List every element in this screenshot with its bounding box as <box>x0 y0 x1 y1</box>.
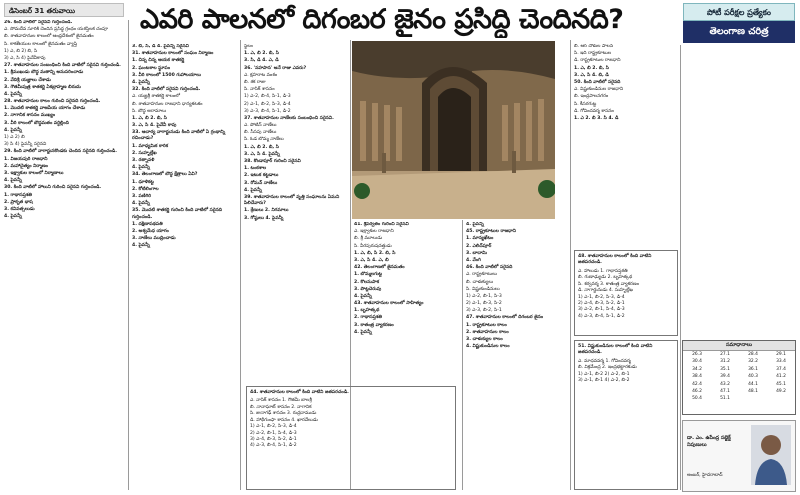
question-line: 2. ప్రాకృత భాష <box>4 199 33 205</box>
question-line: 38. కొండాపూర్ గురించి సరైనవి <box>244 159 301 164</box>
question-line: 2) ఎ-1, బి-2, సి-3, డి-4 <box>244 101 291 107</box>
question-line: డి. గోవిందవర్మ శాసనం <box>574 108 614 114</box>
answer-cell: 28.4 <box>748 352 758 357</box>
competitive-exams-badge: పోటీ పరీక్షల ప్రత్యేకం <box>683 3 795 21</box>
author-photo <box>751 425 791 485</box>
question-line: 4. పైవన్నీ <box>4 127 22 133</box>
question-line: 1. రాష్ట్రకూటుల కాలం <box>466 322 507 328</box>
question-line: 3. ఎ, సి 4. పైవన్నీ <box>244 151 280 157</box>
question-line: 1. ధూళికట్ట <box>132 179 154 185</box>
question-line: 1. ఎ, బి 2. బి, సి <box>574 65 609 71</box>
question-line: 50. కింది వాటిలో సరైనది <box>574 79 621 85</box>
answer-cell: 33.4 <box>776 359 786 365</box>
question-line: 34. తెలంగాణలో బౌద్ధ క్షేత్రాలు ఏవి? <box>132 172 198 178</box>
question-line: 3. ఎ, సి 4. పైవేవీ కావు <box>132 123 177 129</box>
option-line: 4) ఎ-3, బి-4, సి-1, డి-2 <box>250 443 297 449</box>
question-line: 4. వేంగి <box>466 257 481 263</box>
answer-row <box>683 366 795 373</box>
option-line: ఎ. మాధవవర్మ 1. గోవిందవర్మ <box>578 358 631 364</box>
question-line: 2. వేదిశ్రీ యజ్ఞాలు చేశాడు <box>4 77 51 83</box>
question-line: 1. ఎ, బి 2. బి, సి <box>244 144 279 150</box>
option-line: 3) ఎ-2, బి-1, సి-4, డి-3 <box>578 307 625 313</box>
author-place: అంబర్, హైదరాబాద్ <box>687 473 723 478</box>
question-line: 47. శాతవాహనుల కాలంలో దిగంబర జైనం <box>466 315 544 321</box>
question-line: 1. ఎ, బి 2. బి, సి <box>132 115 167 121</box>
option-line: సి. జునాగఢ్ శాసనం 3. రుద్రదాముడు <box>250 411 317 417</box>
question-title: 51. విష్ణుకుండినుల కాలంలో కింది వాటిని జతపరచండి. <box>578 344 653 356</box>
question-line: బి. శక రాజు <box>244 79 266 85</box>
question-title: 44. శాతవాహనుల కాలంలో కింది వాటిని జతపరచండి. <box>250 390 349 395</box>
question-line: 1) ఎ 2) బి <box>4 135 25 140</box>
question-line: 29. కింది వాటిలో నాగార్జునకొండకు చెందిన సరైనది గుర్తించండి. <box>4 149 117 155</box>
answer-cell: 44.1 <box>748 381 758 387</box>
question-line: స్థలం <box>244 44 253 49</box>
column-divider <box>570 40 571 490</box>
question-line: 2. ఎలిచ్‌పూర్ <box>466 243 492 249</box>
option-line: 3) ఎ-4, బి-3, సి-2, డి-1 <box>250 436 297 442</box>
question-line: 28. శాతవాహనుల కాలం గురించి సరైనది గుర్తించండి. <box>4 99 101 105</box>
question-line: 4. పైవన్నీ <box>244 187 262 193</box>
question-line: 30. కింది వాటిలో హాలుని గురించి సరైనవి గుర్తించండి. <box>4 185 102 191</box>
column-divider <box>680 45 681 490</box>
column-5 <box>466 222 568 372</box>
question-line: 1. శ్రీముఖుడు బౌద్ధ మతాన్ని అనుసరించాడు <box>4 70 84 76</box>
answer-row <box>683 395 795 402</box>
question-line: 35. మొదటి శాతకర్ణి గురించి కింది వాటిలో సరైనది గుర్తించండి. <box>132 208 223 220</box>
question-line: 3. గౌతమీపుత్ర శాతకర్ణి ఏకబ్రాహ్మణ బిరుదు <box>4 84 81 90</box>
question-line: 2. మహాచైత్యం నిర్మాణం <box>4 163 48 169</box>
answer-cell: 41.2 <box>776 374 786 380</box>
option-line: 1) ఎ-1, బి-2 2) ఎ-2, బి-1 <box>578 371 630 377</box>
question-line: ఎ. సోమదేవ సూరికి చెందిన ప్రసిద్ధ గ్రంథం యశస్తిలక చంపూ <box>4 27 109 33</box>
question-line: 46. కింది వాటిలో సరైనది <box>466 265 513 271</box>
answer-cell: 32.2 <box>748 359 758 365</box>
question-line: 3) సి 4) పైవన్నీ సరైనవి <box>4 142 47 148</box>
question-line: ఎ. రాష్ట్రకూటులు <box>466 272 497 278</box>
question-line: 4. పైవన్నీ <box>132 79 150 85</box>
question-line: 3. గోష్ఠులు 4. పైవన్నీ <box>244 215 284 221</box>
column-4 <box>354 222 460 382</box>
answer-row <box>683 381 795 388</box>
option-line: 4) ఎ-3, బి-4, సి-1, డి-2 <box>578 313 625 319</box>
question-line: 3. కాతంత్ర వ్యాకరణం <box>354 322 394 328</box>
question-line: బి. శ్రీ మూలుడు <box>354 236 383 242</box>
question-line: సి. వీరపురుషదత్తుడు <box>354 243 392 249</box>
question-line: 42. తెలంగాణలో జైనమతం <box>354 265 405 271</box>
question-line: 1. విజయపురి రాజధాని <box>4 156 48 162</box>
answer-cell: 38.4 <box>692 374 702 380</box>
answer-row <box>683 388 795 395</box>
question-line: 2. కొలనుపాక <box>354 279 380 285</box>
question-line: 3. వీరి కాలంలో బౌద్ధమతం వర్ధిల్లింది <box>4 120 69 126</box>
question-line: బి. శాతవాహనుల కాలంలో ఆంధ్రదేశంలో జైనమతం <box>4 34 94 40</box>
question-line: 3. బి, సి, డి 4. పైవన్నీ సరైనవి <box>132 44 189 49</box>
answer-cell: 42.4 <box>692 381 702 387</box>
option-line: డి. హాథీగుంఫా శాసనం 4. ఖారవేలుడు <box>250 417 318 423</box>
question-line: 3. నాణేలు ముద్రించాడు <box>132 236 176 242</box>
question-line: 2. అశ్వమేధ యాగం <box>132 228 169 234</box>
question-line: 3) ఎ-3, బి-2, సి-1 <box>466 308 502 314</box>
answer-row <box>683 373 795 380</box>
question-line: 43. శాతవాహనుల కాలంలో సాహిత్యం <box>354 301 424 307</box>
question-line: బి. సీసపు నాణేలు <box>244 130 277 136</box>
question-line: 4. విష్ణుకుండినుల కాలం <box>466 344 510 350</box>
column-2 <box>132 44 238 374</box>
question-line: 32. కింది వాటిలో సరైనవి గుర్తించండి. <box>132 87 201 93</box>
question-line: 3. రోమన్ నాణేలు <box>244 180 278 186</box>
question-line: 4. పైవన్నీ <box>4 178 22 184</box>
answer-cell: 49.2 <box>776 389 786 395</box>
question-line: 4. పైవన్నీ <box>4 91 22 97</box>
question-line: 4. పైవన్నీ <box>132 243 150 249</box>
answer-cell: 39.4 <box>720 374 730 380</box>
question-line: 2. శాతవాహనుల కాలం <box>466 329 509 335</box>
question-line: సి. బౌద్ధ ఆరామాలు <box>132 108 167 114</box>
option-line: 3) ఎ-1, బి-1 4) ఎ-2, బి-2 <box>578 378 630 384</box>
question-line: 1. మాన్యఖేటం <box>466 236 494 242</box>
matching-question-box-51 <box>574 340 678 490</box>
question-line: 1) ఎ, బి 2) బి, సి <box>4 48 38 54</box>
question-line: 4. పైవన్నీ <box>466 222 484 227</box>
question-line: 1. చిన్న చిన్న ఆయక శాతకర్ణి <box>132 58 185 64</box>
column-divider <box>462 220 463 490</box>
question-line: 1. మొదటి శాతకర్ణి వాజపేయ యాగం చేశాడు <box>4 106 86 112</box>
question-line: బి. చాళుక్యులు <box>466 279 494 285</box>
question-line: ఎ. పోటిన్ నాణేలు <box>244 123 277 129</box>
question-line: సి. నాసిక్ శాసనం <box>244 87 275 93</box>
date-strip <box>4 3 124 17</box>
question-line: సి. కాకతీయుల కాలంలో జైనమతం వ్యాప్తి <box>4 41 78 47</box>
option-line: 2) ఎ-4, బి-3, సి-2, డి-1 <box>578 300 625 306</box>
question-line: ఎ. యజ్ఞశ్రీ శాతకర్ణి కాలంలో <box>132 94 180 100</box>
question-line: సి. విష్ణుకుండినులు <box>466 286 500 292</box>
answer-cell: 47.1 <box>720 389 730 395</box>
question-line: బి. ఇంద్రపాలనగరం <box>574 94 609 100</box>
option-line: సి. శర్వవర్మ 3. కాతంత్ర వ్యాకరణం <box>578 281 639 287</box>
question-line: 26. కింది వాటిలో సరైనవి గుర్తించండి. <box>4 20 73 25</box>
answer-row <box>683 351 795 358</box>
question-line: డి. రాష్ట్రకూటుల రాజధాని <box>574 58 621 64</box>
answer-cell: 51.1 <box>720 396 730 402</box>
question-line: 2. ఇటుక కట్టడాలు <box>244 173 279 179</box>
question-line: 33. ఆచార్య నాగార్జునుడు కింది వాటిలో ఏ గ్రంథాన్ని రచించాడు? <box>132 130 226 142</box>
answer-key <box>682 340 796 415</box>
column-divider <box>240 40 241 490</box>
question-line: 3. రత్నావళి <box>132 158 155 163</box>
question-line: 3. పొట్లచెరువు <box>354 286 382 292</box>
answer-cell: 34.2 <box>692 366 702 372</box>
question-line: 1. ఎ 2. బి 3. సి 4. డి <box>574 115 619 121</box>
question-line: 1. గాథాసప్తశతి <box>4 192 33 198</box>
question-line: 1. బొమ్మలగుట్ట <box>354 272 383 278</box>
answer-cell: 27.1 <box>720 352 730 357</box>
answer-cell <box>767 395 795 402</box>
question-line: 3. వీరి కాలంలో 1500 గుహాలయాలు <box>132 72 201 78</box>
question-line: 2. సుహృల్లేఖ <box>132 150 157 156</box>
answer-cell: 36.1 <box>748 366 758 372</box>
page-title: ఎవరి పాలనలో దిగంబర జైనం ప్రసిద్ధి చెందినది? <box>140 4 624 35</box>
answer-cell: 30.4 <box>692 359 702 365</box>
question-line: 4. పైవన్నీ <box>354 329 372 335</box>
question-line: ఎ. విష్ణుకుండినుల రాజధాని <box>574 87 624 93</box>
question-line: 3. ఎ, సి 4. బి, డి <box>574 72 609 78</box>
question-line: 4. పైవన్నీ <box>132 201 150 207</box>
answer-table <box>683 351 795 403</box>
answer-cell: 43.2 <box>720 381 730 387</box>
option-line: బి. విక్రమేంద్ర 2. ఇంద్రభట్టారకుడు <box>578 365 637 371</box>
option-line: బి. గుణాఢ్యుడు 2. బృహత్కథ <box>578 275 633 281</box>
question-line: సి. ఓడ బొమ్మ నాణేలు <box>244 137 284 143</box>
column-6 <box>574 44 678 244</box>
matching-question-box-44 <box>246 386 456 490</box>
answer-key-title: సమాధానాలు <box>683 341 795 351</box>
option-line: 1) ఎ-1, బి-2, సి-3, డి-4 <box>250 424 297 430</box>
question-line: సి. ఇది రాష్ట్రకూటుల <box>574 51 612 57</box>
question-line: 1) ఎ-2, బి-1, సి-3 <box>466 293 502 299</box>
question-line: 41. శ్రీపర్వతం గురించి సరైనవి <box>354 222 409 227</box>
column-3 <box>244 44 348 404</box>
question-line: 3) ఎ, సి 4) పైవేవీకావు <box>4 55 46 61</box>
question-line: ఎ. ఇక్ష్వాకుల రాజధాని <box>354 229 394 235</box>
date-text: డిసెంబర్ 31 తరువాయి <box>9 7 76 15</box>
answer-row <box>683 358 795 365</box>
question-line: బి. ఆర్ చోళుల పాలన <box>574 44 614 49</box>
question-line: 36. 'నహపాన' అనే రాజు ఎవరు? <box>244 65 307 71</box>
option-line: ఎ. హాలుడు 1. గాథాసప్తశతి <box>578 268 628 274</box>
answer-cell: 35.1 <box>720 366 730 372</box>
question-line: 3. కవివత్సలుడు <box>4 206 35 212</box>
question-line: 4. పైవన్నీ <box>4 214 22 220</box>
column-5-lower <box>466 378 568 490</box>
cave-temple-photo <box>352 41 555 219</box>
question-line: 1. టంకశాల <box>244 166 267 172</box>
question-line: 1. బృహత్కథ <box>354 308 380 314</box>
question-line: 1. శ్రేణులు 2. నిగమాలు <box>244 208 289 214</box>
answer-cell: 29.1 <box>776 352 786 357</box>
answer-cell: 45.1 <box>776 381 786 387</box>
question-line: 1) ఎ-2, బి-4, సి-1, డి-3 <box>244 94 291 100</box>
answer-cell: 26.3 <box>692 352 702 357</box>
question-line: 2. కోటిలింగాల <box>132 186 159 192</box>
question-line: 2) ఎ-1, బి-3, సి-2 <box>466 301 502 307</box>
question-line: 1. దక్షిణాపథపతి <box>132 221 163 227</box>
question-line: 3. ఇక్ష్వాకుల కాలంలో నిర్మాణాలు <box>4 170 64 176</box>
answer-cell <box>739 395 767 402</box>
author-box <box>682 420 796 492</box>
option-line: 2) ఎ-2, బి-1, సి-4, డి-3 <box>250 430 297 436</box>
question-line: సి. కీసరగుట్ట <box>574 101 597 107</box>
question-line: 1. మాధ్యమిక కారిక <box>132 143 169 149</box>
question-line: 37. శాతవాహనుల నాణేలకు సంబంధించి సరైనవి. <box>244 115 334 121</box>
question-line: 3. చాళుక్యుల కాలం <box>466 337 503 342</box>
question-line: 4. పైవన్నీ <box>132 165 150 171</box>
question-line: 31. శాతవాహనుల కాలంలో సంఘం నిర్మాణం <box>132 51 214 57</box>
question-line: 1. ఎ, బి 2. బి, సి <box>244 51 279 57</box>
question-line: బి. శాతవాహనుల రాజధాని ధాన్యకటకం <box>132 101 203 107</box>
answer-cell: 48.1 <box>748 389 758 395</box>
question-line: 3) ఎ-3, బి-4, సి-1, డి-2 <box>244 108 291 114</box>
question-line: 45. రాష్ట్రకూటుల రాజధాని <box>466 229 517 235</box>
option-line: 1) ఎ-1, బి-2, సి-3, డి-4 <box>578 294 625 300</box>
question-line: 2. గాథాసప్తశతి <box>354 315 383 321</box>
matching-question-box-48 <box>574 250 678 336</box>
option-line: ఎ. నాసిక్ శాసనం 1. గౌతమీ బాలశ్రీ <box>250 398 312 404</box>
column-divider <box>128 20 129 490</box>
question-line: 3. బాదామి <box>466 250 487 256</box>
telangana-history-badge: తెలంగాణ చరిత్ర <box>683 21 795 43</box>
question-title: 48. శాతవాహనుల కాలంలో కింది వాటిని జతపరచండి. <box>578 254 652 266</box>
question-line: 27. శాతవాహనుల సంబంధించి కింది వాటిలో సరైనవి గుర్తించండి. <box>4 63 121 69</box>
column-1 <box>4 20 126 492</box>
answer-cell: 46.2 <box>692 389 702 395</box>
question-line: 3. పణిగిరి <box>132 193 152 199</box>
answer-cell: 50.4 <box>692 396 702 402</box>
option-line: డి. నాగార్జునుడు 4. సుహృల్లేఖ <box>578 288 633 294</box>
question-line: 2. నాగానిక శాసనం ముఖ్యం <box>4 113 56 119</box>
question-line: 1. ఎ, బి, సి 2. బి, సి <box>354 250 396 256</box>
question-line: 39. శాతవాహనుల కాలంలో వృత్తి సంఘాలను ఏమని పిలిచేవారు? <box>244 194 340 207</box>
option-line: బి. నానాఘాట్ శాసనం 2. నాగానిక <box>250 404 312 410</box>
answer-cell: 40.3 <box>748 374 758 380</box>
question-line: 2. ఘంటశాల స్థూపం <box>132 65 171 71</box>
author-name: డా. ఎం. ఉపేంద్ర సబ్జెక్ట్ నిపుణులు <box>687 435 731 448</box>
question-line: ఎ. క్షహరాట వంశం <box>244 72 278 78</box>
answer-cell: 37.4 <box>776 366 786 372</box>
question-line: 4. పైవన్నీ <box>354 293 372 299</box>
question-line: 3. ఎ, సి 4. ఎ, బి <box>354 257 389 263</box>
question-line: 3. సి, డి 4. ఎ, డి <box>244 58 279 64</box>
answer-cell: 31.2 <box>720 359 730 365</box>
